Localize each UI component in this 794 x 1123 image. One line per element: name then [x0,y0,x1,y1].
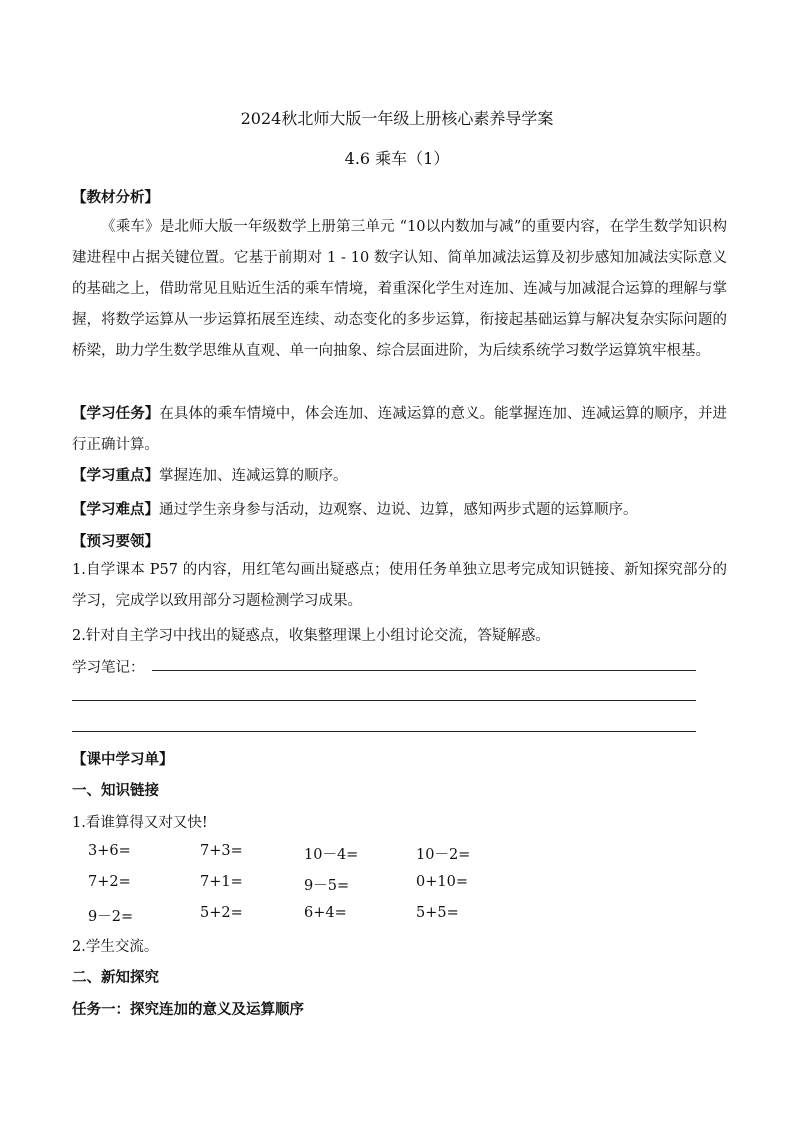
equation: 3+6= [88,843,131,859]
section-knowledge-link: 一、知识链接 [72,782,159,799]
notes-label: 学习笔记： [72,660,145,676]
preview-item-1: 1.自学课本 P57 的内容，用红笔勾画出疑惑点；使用任务单独立思考完成知识链接、新知探究部分的学习，完成学以致用部分习题检测学习成果。 [72,562,727,609]
preview-item-2: 2.针对自主学习中找出的疑惑点，收集整理课上小组讨论交流，答疑解惑。 [72,628,550,644]
equation: 7+3= [200,843,243,859]
difficulty-text: 通过学生亲身参与活动，边观察、边说、边算，感知两步式题的运算顺序。 [159,502,638,518]
notes-line-2[interactable] [72,700,696,701]
key-point-text: 掌握连加、连减运算的顺序。 [159,468,348,484]
equation: 10－4= [304,847,359,863]
equation: 7+1= [200,874,243,890]
question-1: 1.看谁算得又对又快! [72,815,208,831]
learning-task [72,398,727,461]
document-title: 2024秋北师大版一年级上册核心素养导学案 [240,109,554,128]
notes-line-3[interactable] [72,731,696,732]
equation: 5+5= [416,905,459,921]
analysis-heading: 【教材分析】 [72,189,159,206]
preview-heading: 【预习要领】 [72,533,159,550]
section-new-knowledge: 二、新知探究 [72,969,159,986]
difficulty-label: 【学习难点】 [72,501,159,518]
key-point-label: 【学习重点】 [72,467,159,484]
question-2: 2.学生交流。 [72,939,159,955]
task-1-heading: 任务一：探究连加的意义及运算顺序 [72,1001,304,1018]
learning-task-text: 在具体的乘车情境中，体会连加、连减运算的意义。能掌握连加、连减运算的顺序，并进行正确计算。 [72,406,727,453]
classwork-heading: 【课中学习单】 [72,751,174,768]
lesson-title: 4.6 乘车（1） [344,149,450,168]
equation: 7+2= [88,874,131,890]
difficulty [72,498,727,519]
equation: 6+4= [304,905,347,921]
key-point [72,464,727,485]
equation: 0+10= [416,874,468,890]
analysis-body: 《乘车》是北师大版一年级数学上册第三单元 “10以内数加与减”的重要内容，在学生数学知识构建进程中占据关键位置。它基于前期对 1 - 10 数字认知、简单加减法运算及初步感知加减法实际意义的基础之上，借助常见且贴近生活的乘车情境，着重深化学生对连加、连减与加减混合运算的理解与掌握，将数学运算从一步运算拓展至连续、动态变化的多步运算，衔接起基础运算与解决复杂实际问题的桥梁，助力学生数学思维从直观、单一向抽象、综合层面进阶，为后续系统学习数学运算筑牢根基。 [72,219,727,359]
equation: 9－2= [88,909,134,925]
notes-line-1[interactable] [152,670,696,671]
learning-task-label: 【学习任务】 [72,405,160,422]
equation: 5+2= [200,905,243,921]
equation: 10－2= [416,847,471,863]
equation: 9－5= [304,878,350,894]
